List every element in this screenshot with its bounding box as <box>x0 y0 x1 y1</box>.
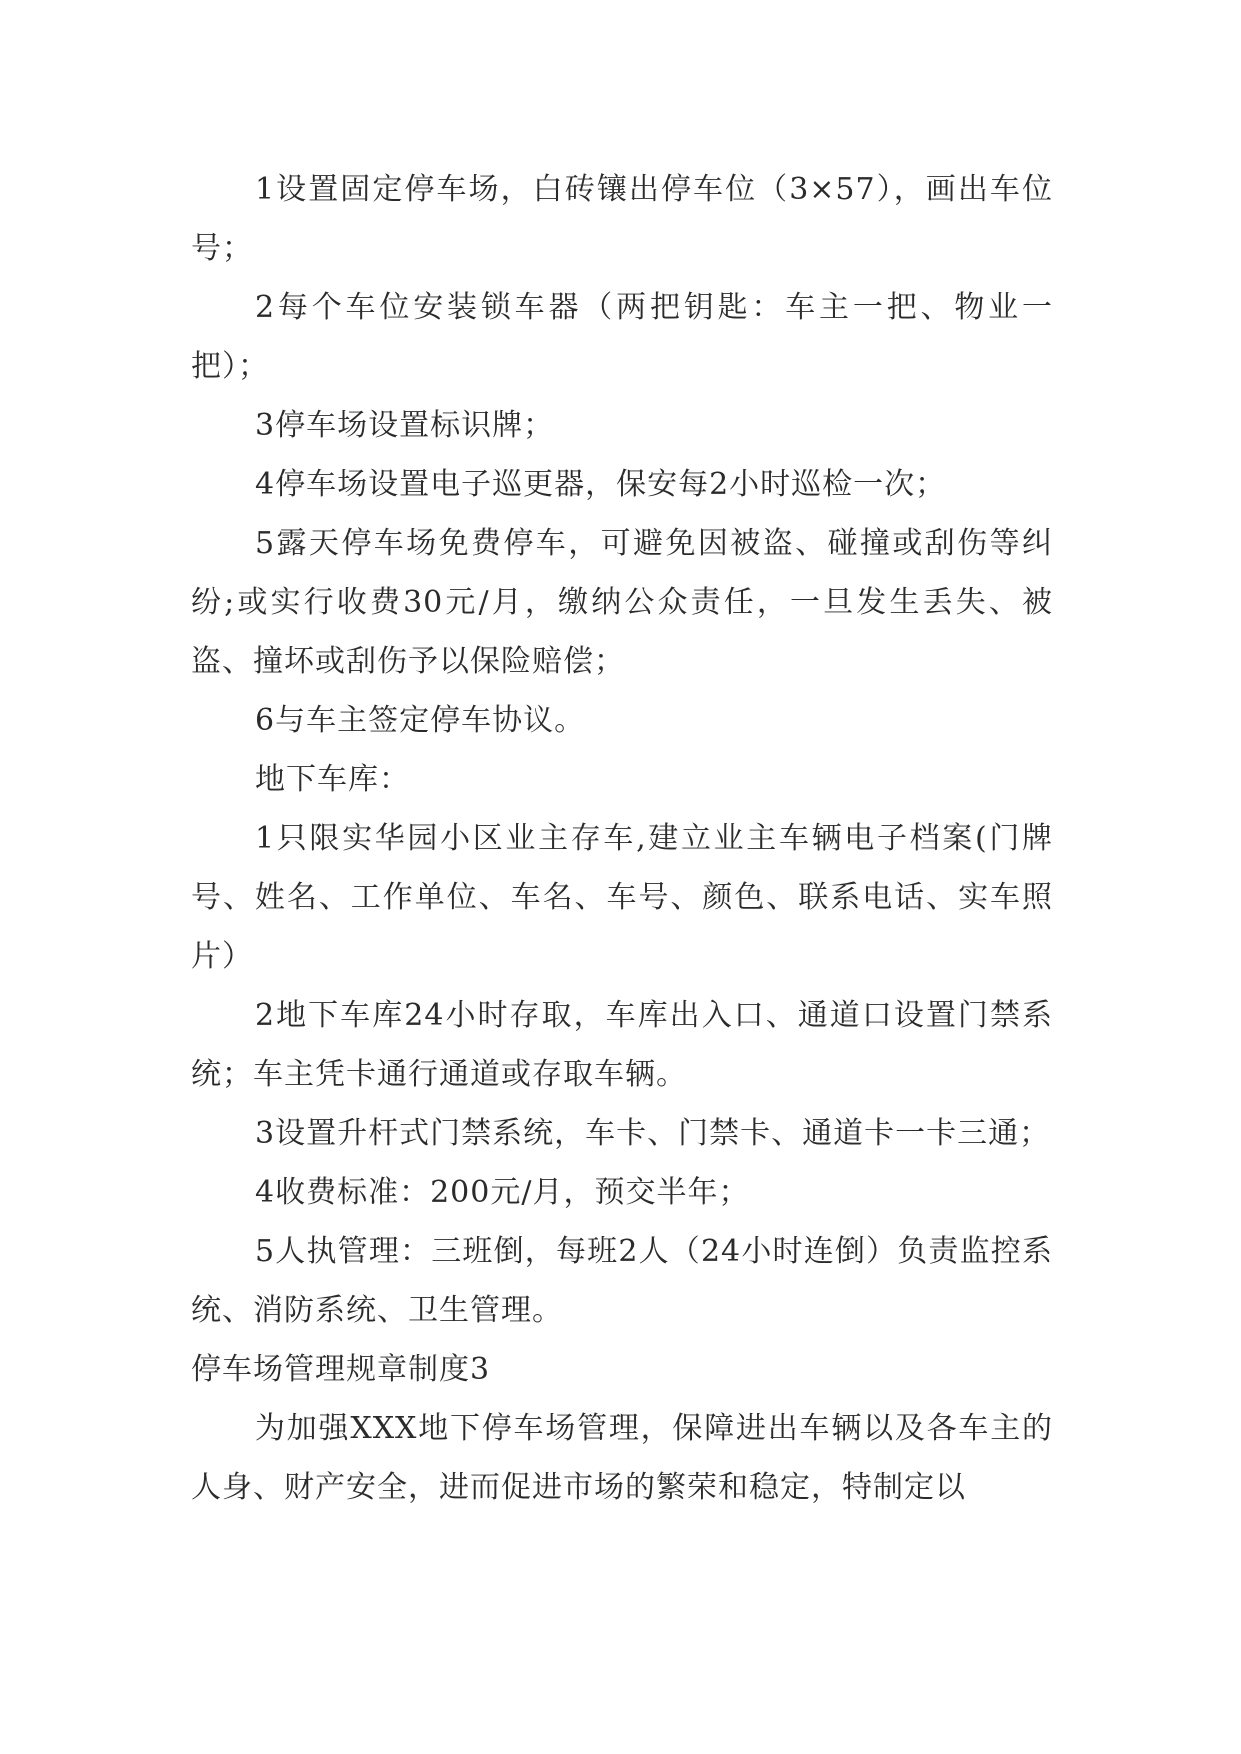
paragraph-owner-records: 1只限实华园小区业主存车,建立业主车辆电子档案(门牌号、姓名、工作单位、车名、车号、颜色、联系电话、实车照片） <box>191 821 1053 974</box>
paragraph-access-control: 2地下车库24小时存取，车库出入口、通道口设置门禁系统；车主凭卡通行通道或存取车辆。 <box>191 998 1053 1092</box>
section-title: 停车场管理规章制度3 <box>191 1352 491 1387</box>
paragraph-lock-device: 2每个车位安装锁车器（两把钥匙：车主一把、物业一把）； <box>191 290 1053 384</box>
paragraph-barrier-gate: 3设置升杆式门禁系统，车卡、门禁卡、通道卡一卡三通； <box>255 1116 1051 1151</box>
paragraph-intro: 为加强XXX地下停车场管理，保障进出车辆以及各车主的人身、财产安全，进而促进市场的繁荣和稳定，特制定以 <box>191 1411 1053 1505</box>
paragraph-staffing: 5人执管理：三班倒，每班2人（24小时连倒）负责监控系统、消防系统、卫生管理。 <box>191 1234 1053 1328</box>
paragraph-fixed-parking: 1设置固定停车场，白砖镶出停车位（3×57），画出车位号； <box>191 172 1053 266</box>
paragraph-signage: 3停车场设置标识牌； <box>255 408 555 443</box>
paragraph-agreement: 6与车主签定停车协议。 <box>255 703 586 738</box>
paragraph-underground-garage-label: 地下车库： <box>255 762 410 797</box>
paragraph-open-air-fee: 5露天停车场免费停车，可避免因被盗、碰撞或刮伤等纠纷;或实行收费30元/月，缴纳公众责任，一旦发生丢失、被盗、撞坏或刮伤予以保险赔偿； <box>191 526 1053 679</box>
paragraph-patrol: 4停车场设置电子巡更器，保安每2小时巡检一次； <box>255 467 947 502</box>
paragraph-fee-standard: 4收费标准：200元/月，预交半年； <box>255 1175 750 1210</box>
document-body <box>191 160 1053 1517</box>
